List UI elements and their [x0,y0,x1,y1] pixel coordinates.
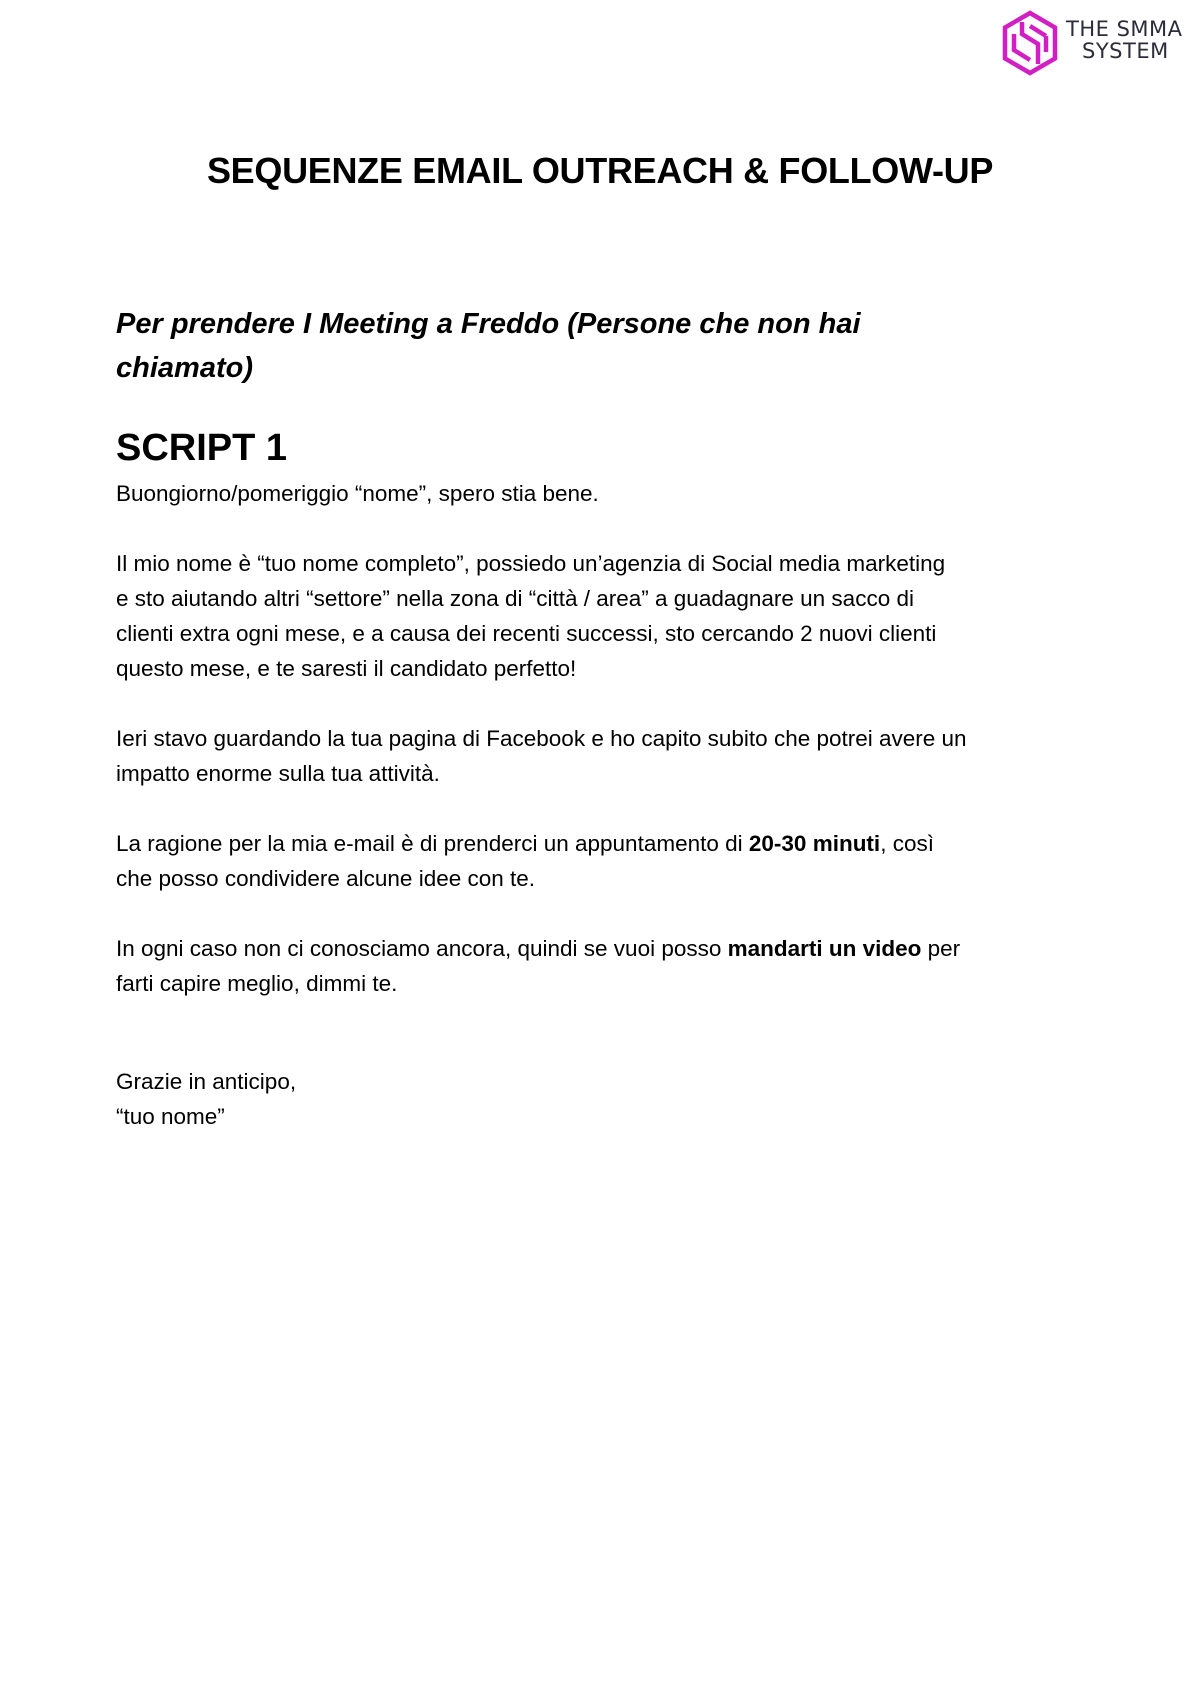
email-body [116,476,1116,1134]
video-offer-highlight: mandarti un video [727,936,922,961]
paragraph-line: che posso condividere alcune idee con te. [116,866,536,891]
paragraph-line: e sto aiutando altri “settore” nella zona di “città / area” a guadagnare un sacco di [116,586,914,611]
paragraph-line: impatto enorme sulla tua attività. [116,761,440,786]
subtitle-line-1: Per prendere I Meeting a Freddo (Persone che non hai [116,308,861,340]
meeting-duration-highlight: 20-30 minuti [748,831,881,856]
paragraph-line: clienti extra ogni mese, e a causa dei recenti successi, sto cercando 2 nuovi clienti [116,621,937,646]
smma-hexagon-logo-icon [1000,10,1060,76]
paragraph-line [116,931,1116,966]
paragraph-line: farti capire meglio, dimmi te. [116,971,398,996]
signature-line: “tuo nome” [116,1104,225,1129]
section-subtitle [116,302,1016,390]
brand-name-line1: THE SMMA [1066,17,1183,41]
subtitle-line-2: chiamato) [116,352,253,384]
email-paragraph-meeting [116,826,1116,896]
text-run: In ogni caso non ci conosciamo ancora, quindi se vuoi posso [116,936,728,961]
paragraph-line [116,826,1116,861]
script-heading: SCRIPT 1 [116,427,288,469]
text-run: , così [880,831,934,856]
brand-name-line2: SYSTEM [1082,39,1169,63]
email-paragraph-video [116,931,1116,1001]
paragraph-line: Il mio nome è “tuo nome completo”, possiedo un’agenzia di Social media marketing [116,551,946,576]
text-run: La ragione per la mia e-mail è di prenderci un appuntamento di [116,831,749,856]
paragraph-line: Ieri stavo guardando la tua pagina di Facebook e ho capito subito che potrei avere un [116,726,967,751]
email-paragraph-facebook [116,721,1116,791]
email-greeting: Buongiorno/pomeriggio “nome”, spero stia bene. [116,481,599,506]
brand-name [1066,18,1183,62]
text-run: per [921,936,961,961]
paragraph-line: questo mese, e te saresti il candidato perfetto! [116,656,577,681]
document-title: SEQUENZE EMAIL OUTREACH & FOLLOW-UP [206,150,994,191]
email-closing [116,1064,1116,1134]
email-paragraph-intro [116,546,1116,686]
brand-logo [1000,10,1190,76]
closing-line: Grazie in anticipo, [116,1069,297,1094]
